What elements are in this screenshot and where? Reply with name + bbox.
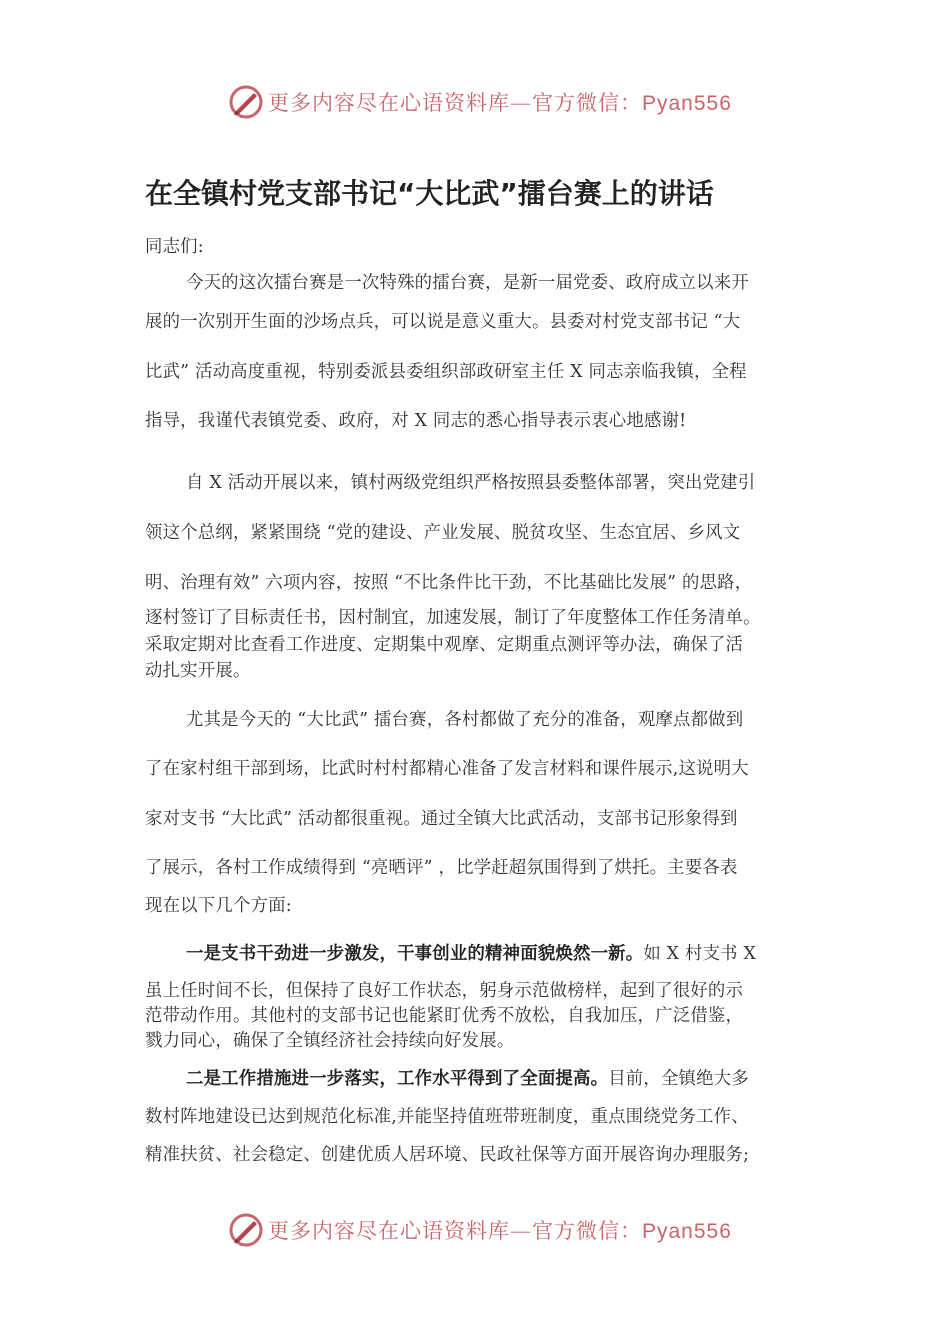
paragraph-line: 一是支书干劲进一步激发，干事创业的精神面貌焕然一新。如 X 村支书 X xyxy=(186,944,757,964)
paragraph-line: 虽上任时间不长，但保持了良好工作状态，躬身示范做榜样，起到了很好的示 xyxy=(145,981,744,1001)
bold-lead: 一是支书干劲进一步激发，干事创业的精神面貌焕然一新。 xyxy=(186,944,644,964)
paragraph-line: 精准扶贫、社会稳定、创建优质人居环境、民政社保等方面开展咨询办理服务; xyxy=(145,1145,750,1165)
paragraph-line: 家对支书 “大比武” 活动都很重视。通过全镇大比武活动，支部书记形象得到 xyxy=(145,809,738,829)
paragraph-line: 戮力同心，确保了全镇经济社会持续向好发展。 xyxy=(145,1031,515,1051)
header-banner xyxy=(228,82,748,122)
footer-banner xyxy=(228,1210,748,1250)
paragraph-line: 展的一次别开生面的沙场点兵，可以说是意义重大。县委对村党支部书记 “大 xyxy=(145,312,741,332)
paragraph-line: 逐村签订了目标责任书，因村制宜，加速发展，制订了年度整体工作任务清单。 xyxy=(145,608,761,628)
paragraph-line: 动扎实开展。 xyxy=(145,661,251,681)
pen-logo-icon xyxy=(228,1212,264,1248)
pen-logo-icon xyxy=(228,84,264,120)
paragraph-line: 明、治理有效” 六项内容，按照 “不比条件比干劲，不比基础比发展” 的思路， xyxy=(145,573,753,593)
paragraph-line: 了展示，各村工作成绩得到 “亮晒评” ，比学赶超氛围得到了烘托。主要各表 xyxy=(145,858,738,878)
paragraph-line: 自 X 活动开展以来，镇村两级党组织严格按照县委整体部署，突出党建引 xyxy=(186,473,756,493)
paragraph-line: 今天的这次擂台赛是一次特殊的擂台赛，是新一届党委、政府成立以来开 xyxy=(186,273,749,293)
banner-text: 更多内容尽在心语资料库—官方微信：Pyan556 xyxy=(268,91,732,115)
paragraph-line: 了在家村组干部到场，比武时村村都精心准备了发言材料和课件展示,这说明大 xyxy=(145,759,749,779)
paragraph-line: 尤其是今天的 “大比武” 擂台赛，各村都做了充分的准备，观摩点都做到 xyxy=(186,710,744,730)
greeting: 同志们: xyxy=(145,237,204,257)
paragraph-line: 数村阵地建设已达到规范化标准,并能坚持值班带班制度，重点围绕党务工作、 xyxy=(145,1107,749,1127)
banner-text: 更多内容尽在心语资料库—官方微信：Pyan556 xyxy=(268,1219,732,1243)
document-title: 在全镇村党支部书记“大比武”擂台赛上的讲话 xyxy=(145,177,714,210)
paragraph-line: 比武” 活动高度重视，特别委派县委组织部政研室主任 X 同志亲临我镇，全程 xyxy=(145,362,747,382)
paragraph-line: 二是工作措施进一步落实，工作水平得到了全面提高。目前，全镇绝大多 xyxy=(186,1069,749,1089)
bold-lead: 二是工作措施进一步落实，工作水平得到了全面提高。 xyxy=(186,1069,609,1089)
paragraph-line: 领这个总纲，紧紧围绕 “党的建设、产业发展、脱贫攻坚、生态宜居、乡风文 xyxy=(145,523,741,543)
paragraph-line: 采取定期对比查看工作进度、定期集中观摩、定期重点测评等办法，确保了活 xyxy=(145,635,744,655)
paragraph-line: 现在以下几个方面: xyxy=(145,896,292,916)
paragraph-line: 范带动作用。其他村的支部书记也能紧盯优秀不放松，自我加压，广泛借鉴， xyxy=(145,1006,744,1026)
paragraph-line: 指导，我谨代表镇党委、政府，对 X 同志的悉心指导表示衷心地感谢! xyxy=(145,411,687,431)
